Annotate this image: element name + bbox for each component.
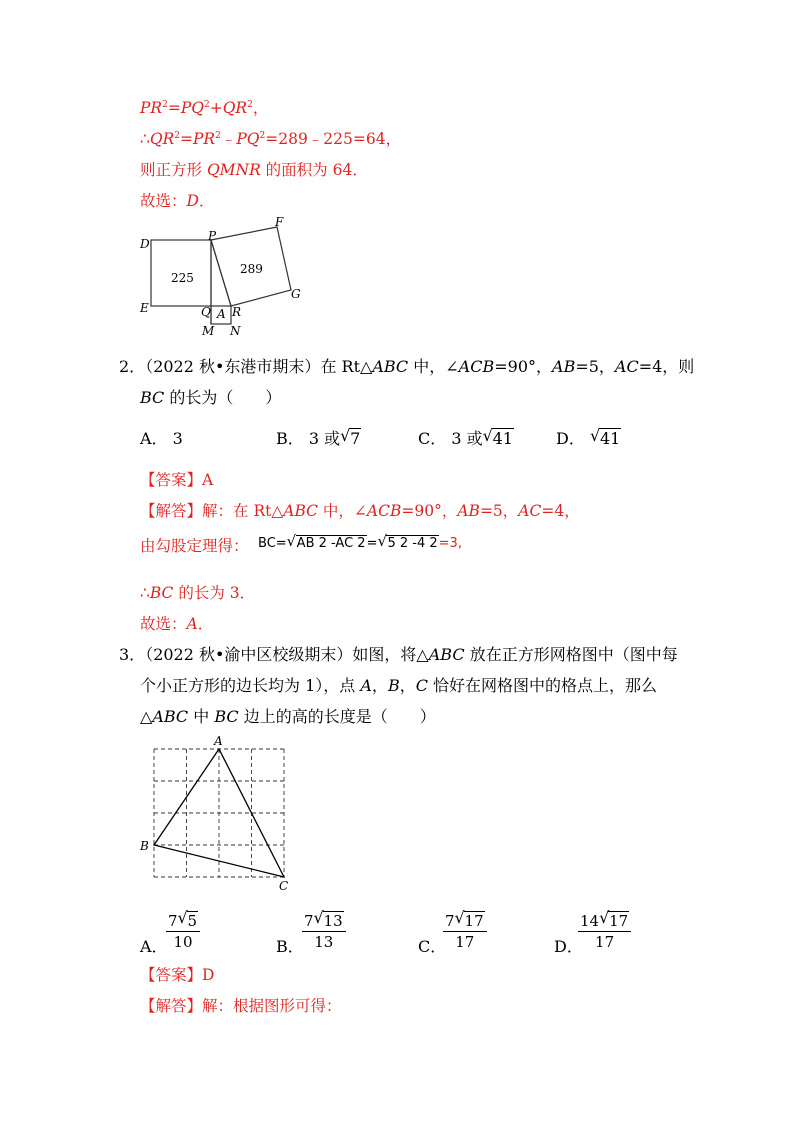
sqrt-symbol: √ 17 <box>454 908 484 930</box>
sqrt-symbol: √ 5 2 -4 2 <box>377 532 438 551</box>
q2-choice: 故选：A． <box>140 615 214 633</box>
q2-analysis: 【解答】解：在 Rt△ABC 中，∠ACB=90°，AB=5，AC=4， <box>140 502 580 520</box>
q2-pythagoras-label: 由勾股定理得： <box>140 537 249 555</box>
label-f: F <box>275 215 284 229</box>
q3-stem-line-1: 3．（2022 秋•渝中区校级期末）如图，将△ABC 放在正方形网格图中（图中每 <box>119 645 678 664</box>
q3-analysis: 【解答】解：根据图形可得： <box>140 997 342 1015</box>
sqrt-symbol: √ 17 <box>599 908 629 930</box>
q3-answer: 【答案】D <box>140 966 215 984</box>
squares-figure <box>136 214 316 340</box>
hypotenuse-pr <box>211 240 231 306</box>
q3-option-b-fraction: 7 √ 13 13 <box>302 912 346 951</box>
area-225: 225 <box>171 271 194 285</box>
q3-option-a-fraction: 7 √ 5 10 <box>166 912 200 951</box>
sqrt-symbol: √ 41 <box>482 426 513 448</box>
grid-triangle-figure <box>136 732 296 894</box>
label-g: G <box>291 287 301 301</box>
q2-option-c[interactable]: C． 3 或 √ 41 <box>418 426 513 448</box>
q3-option-c[interactable]: C． <box>418 937 447 956</box>
label-a: A <box>214 734 223 748</box>
label-d: D <box>140 237 150 251</box>
label-c: C <box>279 879 289 893</box>
q3-stem-line-3: △ABC 中 BC 边上的高的长度是（ ） <box>140 707 436 726</box>
q3-option-d-fraction: 14 √ 17 17 <box>578 912 631 951</box>
solution-line-1: $PR^2=PQ^2+QR^2$， <box>140 99 269 117</box>
label-p: P <box>208 229 217 243</box>
solution-line-3: 则正方形 QMNR 的面积为 64． <box>140 161 368 179</box>
solution-line-2: $\therefore QR^2=PR^2﹣PQ^2=289﹣225=64$， <box>140 130 402 148</box>
area-289: 289 <box>240 262 263 276</box>
q2-option-d[interactable]: D． √ 41 <box>556 426 621 448</box>
solution-line-4: 故选：D． <box>140 192 215 210</box>
q2-option-b[interactable]: B． 3 或 √ 7 <box>276 426 361 448</box>
sqrt-symbol: √ 5 <box>177 908 198 930</box>
label-n: N <box>230 324 241 338</box>
q3-option-a[interactable]: A． <box>140 937 168 956</box>
dashed-grid <box>154 749 284 877</box>
sqrt-symbol: √ 7 <box>340 426 361 448</box>
q2-stem-line-2: BC 的长为（ ） <box>140 388 282 407</box>
label-b: B <box>140 839 149 853</box>
q3-option-d[interactable]: D． <box>554 937 583 956</box>
q3-option-c-fraction: 7 √ 17 17 <box>443 912 487 951</box>
sqrt-symbol: √ 41 <box>589 426 621 448</box>
q2-stem-line-1: 2．（2022 秋•东港市期末）在 Rt△ABC 中，∠ACB=90°，AB=5，AC=4，则 <box>119 357 695 376</box>
q3-stem-line-2: 个小正方形的边长均为 1），点 A，B，C 恰好在网格图中的格点上，那么 <box>140 676 658 695</box>
label-a: A <box>217 307 226 321</box>
sqrt-symbol: √ AB 2 -AC 2 <box>286 532 366 551</box>
sqrt-symbol: √ 13 <box>313 908 343 930</box>
q2-option-a[interactable]: A． 3 <box>140 429 183 448</box>
label-e: E <box>140 301 149 315</box>
q3-option-b[interactable]: B． <box>276 937 304 956</box>
q2-formula: BC= √ AB 2 -AC 2= √ 5 2 -4 2=3, <box>258 532 462 551</box>
label-q: Q <box>201 305 211 319</box>
q2-answer: 【答案】A <box>140 471 214 489</box>
label-r: R <box>232 305 242 319</box>
label-m: M <box>202 324 215 338</box>
q2-conclusion: ∴BC 的长为 3． <box>140 584 256 602</box>
